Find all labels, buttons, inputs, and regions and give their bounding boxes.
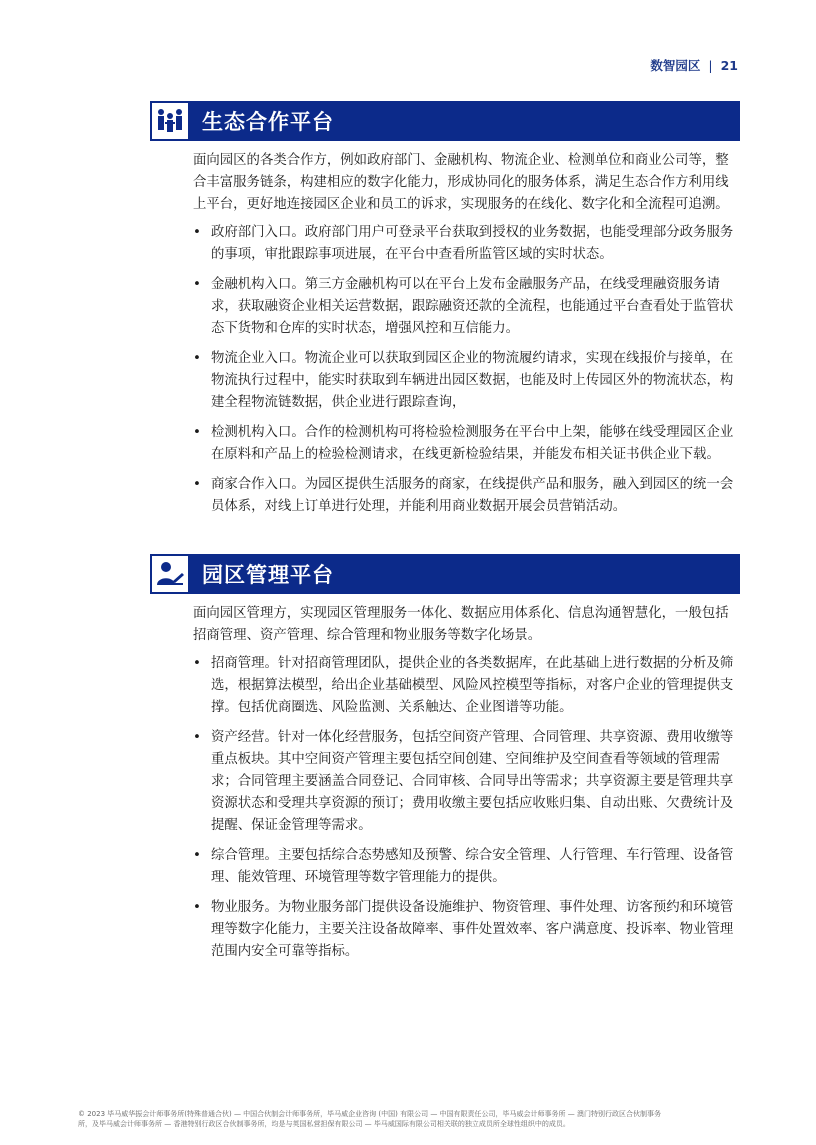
bullet: • (193, 277, 201, 292)
bullet: • (193, 900, 201, 915)
list-item-text: 资产经营。针对一体化经营服务，包括空间资产管理、合同管理、共享资源、费用收缴等重点板块。其中空间资产管理主要包括空间创建、空间维护及空间查看等领域的管理需求；合同管理主要涵盖合同登记、合同审核、合同导出等需求；共享资源主要是管理共享资源状态和受理共享资源的预订；费用收缴主要包括应收账归集、自动出账、欠费统计及提醒、保证金管理等需求。 (211, 730, 734, 833)
list-item-text: 商家合作入口。为园区提供生活服务的商家，在线提供产品和服务，融入到园区的统一会员体系，对线上订单进行处理，并能利用商业数据开展会员营销活动。 (211, 477, 734, 514)
list-item (193, 222, 739, 266)
header-section-name: 数智园区 (650, 58, 701, 73)
list-item (193, 422, 739, 466)
list-item (193, 653, 739, 719)
list-item (193, 897, 739, 963)
bullet: • (193, 477, 201, 492)
bullet: • (193, 656, 201, 671)
list-item-text: 检测机构入口。合作的检测机构可将检验检测服务在平台中上架，能够在线受理园区企业在原料和产品上的检验检测请求，在线更新检验结果，并能发布相关证书供企业下载。 (211, 425, 734, 462)
bullet-list (193, 653, 739, 963)
bullet: • (193, 225, 201, 240)
bullet: • (193, 425, 201, 440)
bullet: • (193, 730, 201, 745)
list-item (193, 727, 739, 837)
bullet-list (193, 222, 739, 518)
list-item-text: 政府部门入口。政府部门用户可登录平台获取到授权的业务数据，也能受理部分政务服务的事项，审批跟踪事项进展，在平台中查看所监管区域的实时状态。 (211, 225, 734, 262)
page-header (650, 56, 738, 74)
section-intro: 面向园区的各类合作方，例如政府部门、金融机构、物流企业、检测单位和商业公司等，整合丰富服务链条，构建相应的数字化能力，形成协同化的服务体系，满足生态合作方利用线上平台，更好地连接园区企业和员工的诉求，实现服务的在线化、数字化和全流程可追溯。 (193, 153, 729, 212)
header-separator: | (708, 57, 713, 73)
page-number: 21 (720, 57, 738, 73)
section-title: 生态合作平台 (202, 110, 334, 134)
section-heading-park-management (150, 554, 740, 594)
manager-icon (150, 554, 190, 594)
section-title: 园区管理平台 (202, 563, 334, 587)
section-body-ecosystem (193, 150, 739, 526)
footer-line: © 2023 毕马威华振会计师事务所(特殊普通合伙) — 中国合伙制会计师事务所，毕马威企业咨询 (中国) 有限公司 — 中国有限责任公司，毕马威会计师事务所 — 澳门特别行政区合伙制事务 (78, 1110, 661, 1118)
list-item-text: 综合管理。主要包括综合态势感知及预警、综合安全管理、人行管理、车行管理、设备管理、能效管理、环境管理等数字管理能力的提供。 (211, 848, 734, 885)
footer-line: 所，及毕马威会计师事务所 — 香港特别行政区合伙制事务所，均是与英国私营担保有限公司 — 毕马威国际有限公司相关联的独立成员所全球性组织中的成员。 (78, 1120, 570, 1128)
bullet: • (193, 351, 201, 366)
section-intro: 面向园区管理方，实现园区管理服务一体化、数据应用体系化、信息沟通智慧化，一般包括招商管理、资产管理、综合管理和物业服务等数字化场景。 (193, 606, 729, 643)
section-heading-ecosystem (150, 101, 740, 141)
list-item-text: 物业服务。为物业服务部门提供设备设施维护、物资管理、事件处理、访客预约和环境管理等数字化能力，主要关注设备故障率、事件处置效率、客户满意度、投诉率、物业管理范围内安全可靠等指标。 (211, 900, 734, 959)
bullet: • (193, 848, 201, 863)
list-item (193, 474, 739, 518)
list-item (193, 348, 739, 414)
footer-disclaimer (78, 1109, 738, 1129)
list-item-text: 招商管理。针对招商管理团队，提供企业的各类数据库，在此基础上进行数据的分析及筛选，根据算法模型，给出企业基础模型、风险风控模型等指标，对客户企业的管理提供支撑。包括优商圈选、风险监测、关系触达、企业图谱等功能。 (211, 656, 734, 715)
list-item (193, 845, 739, 889)
list-item (193, 274, 739, 340)
list-item-text: 金融机构入口。第三方金融机构可以在平台上发布金融服务产品，在线受理融资服务请求，获取融资企业相关运营数据，跟踪融资还款的全流程，也能通过平台查看处于监管状态下货物和仓库的实时状态，增强风控和互信能力。 (211, 277, 734, 336)
section-body-park-management (193, 603, 739, 971)
people-group-icon (150, 101, 190, 141)
list-item-text: 物流企业入口。物流企业可以获取到园区企业的物流履约请求，实现在线报价与接单，在物流执行过程中，能实时获取到车辆进出园区数据，也能及时上传园区外的物流状态，构建全程物流链数据，供企业进行跟踪查询， (211, 351, 734, 410)
